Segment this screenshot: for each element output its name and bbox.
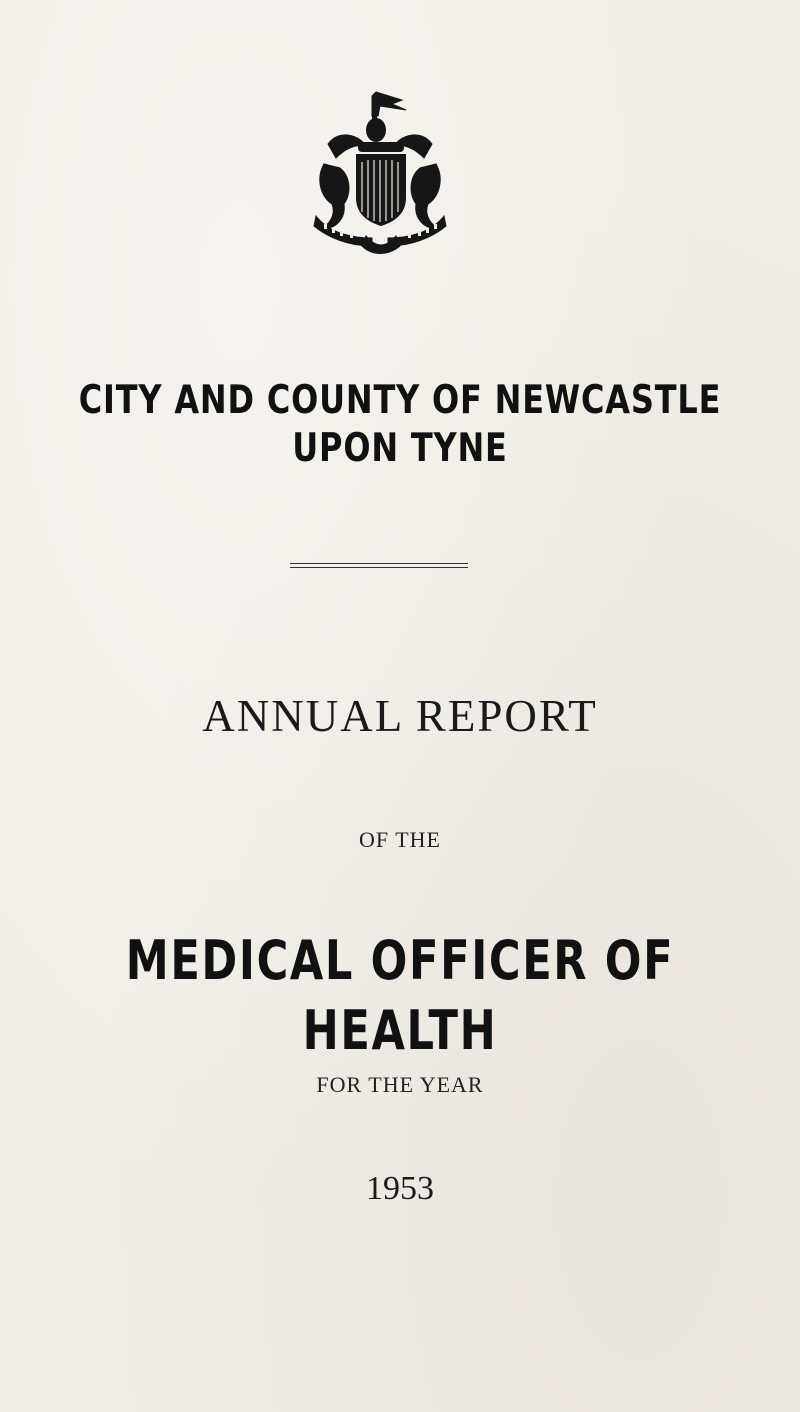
officer-title: MEDICAL OFFICER OF HEALTH — [125, 929, 675, 1062]
of-the-line: OF THE — [359, 827, 441, 852]
double-rule-top — [290, 563, 468, 564]
for-the-year-line: FOR THE YEAR — [316, 1072, 484, 1097]
double-rule-bottom — [290, 567, 468, 568]
report-title: ANNUAL REPORT — [202, 691, 598, 741]
report-year: 1953 — [366, 1170, 434, 1207]
coat-of-arms-icon — [310, 88, 450, 258]
authority-title: CITY AND COUNTY OF NEWCASTLE UPON TYNE — [78, 378, 722, 471]
